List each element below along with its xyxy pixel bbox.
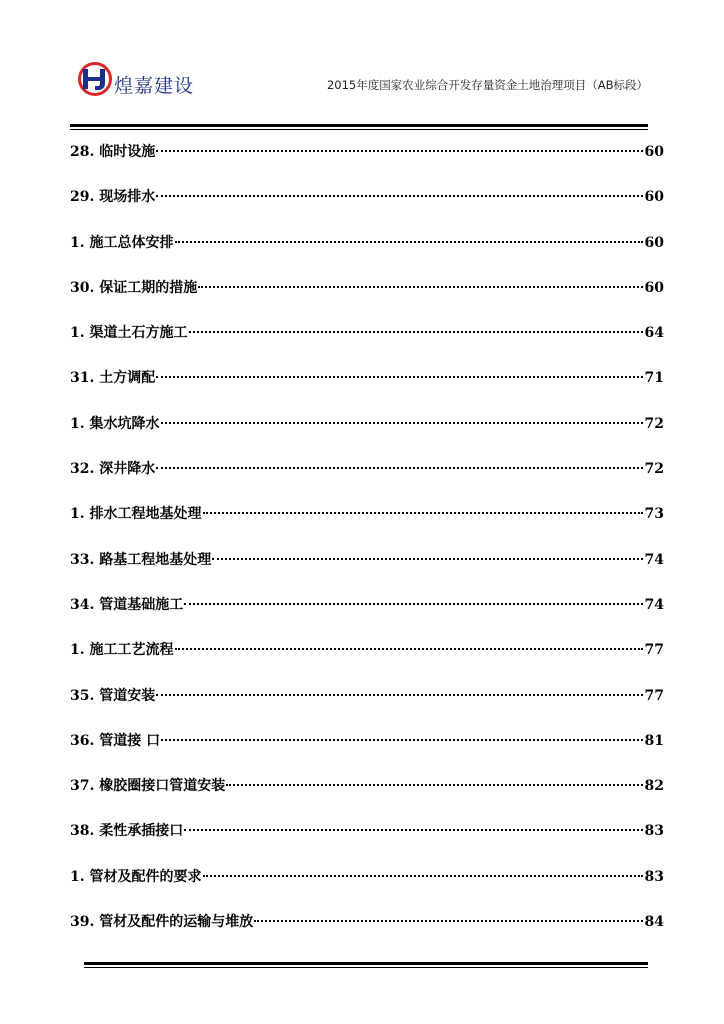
toc-entry[interactable] [70,863,664,908]
toc-entry-page: 60 [644,144,664,160]
toc-entry-page: 83 [644,868,664,885]
toc-entry-title: 29. 现场排水 [70,189,156,206]
toc-dot-leader [226,784,642,786]
toc-dot-leader [175,648,643,650]
toc-entry-title: 38. 柔性承插接口 [70,823,184,840]
toc-dot-leader [156,150,642,152]
toc-entry-page: 60 [644,234,664,251]
hj-logo-icon [78,62,112,96]
toc-entry-title: 1. 施工总体安排 [70,234,174,251]
company-name: 煌嘉建设 [114,75,195,97]
toc-dot-leader [203,512,643,514]
toc-entry-title: 37. 橡胶圈接口管道安装 [70,778,226,795]
toc-entry[interactable] [70,319,664,364]
toc-dot-leader [156,195,642,197]
toc-entry[interactable] [70,772,664,817]
toc-entry-page: 77 [644,642,664,659]
toc-dot-leader [254,920,642,922]
header-rule-thin [70,129,648,130]
toc-entry-title: 39. 管材及配件的运输与堆放 [70,914,254,931]
toc-dot-leader [184,829,642,831]
toc-entry[interactable] [70,455,664,500]
toc-dot-leader [156,694,642,696]
toc-entry[interactable] [70,546,664,591]
toc-entry-title: 28. 临时设施 [70,144,156,160]
table-of-contents [70,138,664,953]
toc-dot-leader [156,376,642,378]
toc-entry[interactable] [70,229,664,274]
toc-entry-title: 34. 管道基础施工 [70,596,184,613]
toc-entry-page: 77 [644,687,664,704]
toc-entry-title: 31. 土方调配 [70,370,156,387]
toc-dot-leader [203,875,643,877]
toc-dot-leader [189,331,643,333]
toc-entry-title: 36. 管道接 口 [70,732,161,749]
toc-dot-leader [161,739,642,741]
toc-entry-page: 84 [644,914,664,931]
toc-entry[interactable] [70,682,664,727]
toc-entry[interactable] [70,410,664,455]
toc-entry-page: 60 [644,279,664,296]
toc-entry-title: 1. 管材及配件的要求 [70,868,202,885]
toc-entry[interactable] [70,908,664,953]
toc-dot-leader [161,422,643,424]
toc-dot-leader [184,603,642,605]
project-title: 2015年度国家农业综合开发存量资金土地治理项目（AB标段） [326,78,648,92]
toc-dot-leader [175,241,643,243]
toc-entry[interactable] [70,817,664,862]
toc-entry-title: 1. 集水坑降水 [70,415,160,432]
toc-dot-leader [198,286,642,288]
toc-entry-page: 64 [644,325,664,342]
toc-entry-page: 72 [644,415,664,432]
toc-entry[interactable] [70,274,664,319]
toc-entry-title: 30. 保证工期的措施 [70,279,198,296]
toc-dot-leader [156,467,642,469]
toc-entry-title: 32. 深井降水 [70,461,156,478]
toc-entry-title: 1. 施工工艺流程 [70,642,174,659]
toc-entry-page: 83 [644,823,664,840]
page-header [70,58,648,128]
toc-entry[interactable] [70,500,664,545]
toc-entry-page: 74 [644,596,664,613]
toc-entry-title: 35. 管道安装 [70,687,156,704]
footer-rule-thin [84,967,648,968]
toc-entry-title: 1. 排水工程地基处理 [70,506,202,523]
toc-entry[interactable] [70,183,664,228]
toc-entry-title: 1. 渠道土石方施工 [70,325,188,342]
header-rule-thick [70,124,648,127]
toc-entry[interactable] [70,591,664,636]
toc-entry-page: 60 [644,189,664,206]
toc-entry[interactable] [70,636,664,681]
toc-entry-page: 72 [644,461,664,478]
toc-entry[interactable] [70,138,664,183]
toc-entry[interactable] [70,727,664,772]
toc-entry-page: 82 [644,778,664,795]
toc-entry-page: 71 [644,370,664,387]
toc-entry-page: 74 [644,551,664,568]
toc-entry-page: 81 [644,732,664,749]
toc-entry[interactable] [70,364,664,409]
toc-entry-title: 33. 路基工程地基处理 [70,551,212,568]
toc-entry-page: 73 [644,506,664,523]
footer-rule-thick [84,962,648,965]
toc-dot-leader [212,558,642,560]
